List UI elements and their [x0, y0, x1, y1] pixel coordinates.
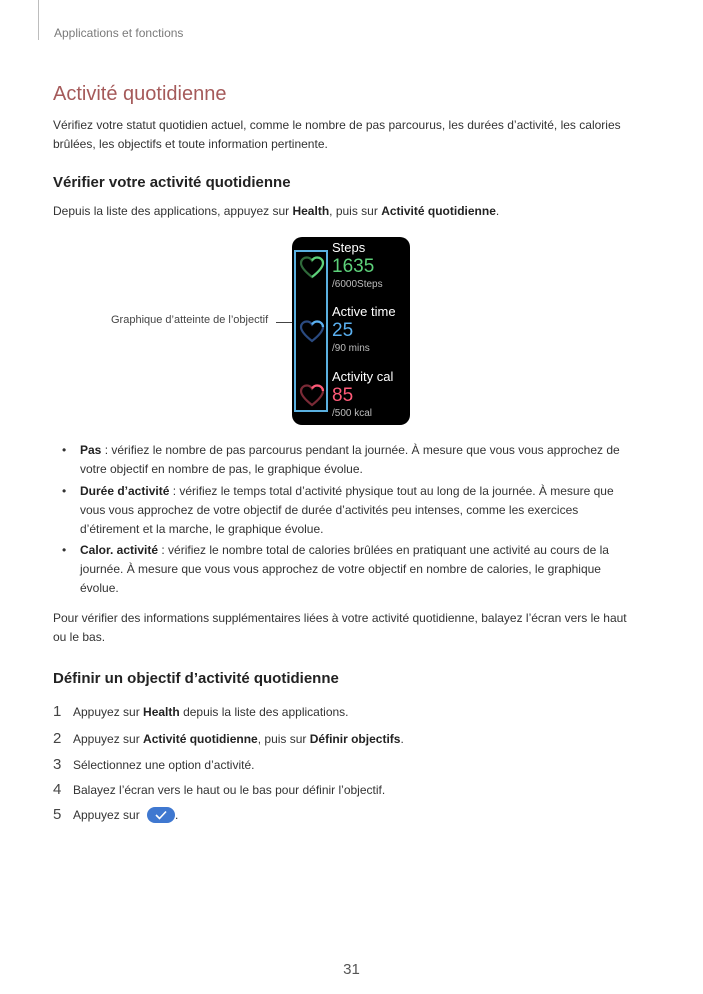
page-number: 31	[343, 961, 360, 978]
bullet-dot: •	[62, 543, 67, 557]
margin-rule	[38, 0, 39, 40]
step-text: , puis sur	[257, 732, 310, 746]
check-icon	[155, 810, 167, 820]
instruction-text: , puis sur	[329, 204, 382, 218]
confirm-check-button	[147, 807, 175, 823]
bullet-term: Pas	[80, 443, 102, 457]
more-info-paragraph: Pour vérifier des informations supplémentaires liées à votre activité quotidienne, balayez l’écran vers le haut ou le bas.	[53, 611, 627, 644]
step-text: Appuyez sur	[73, 705, 144, 719]
step-text: .	[400, 732, 404, 746]
activity-cal-value: 85	[332, 385, 354, 406]
step-text: .	[175, 808, 179, 822]
steps-label: Steps	[332, 240, 366, 255]
step-number: 3	[53, 756, 62, 773]
bullet-text: : vérifiez le nombre de pas parcourus pendant la journée. À mesure que vous vous approchez de votre objectif en nombre de pas, le graphique évolue.	[80, 443, 620, 476]
step-number: 4	[53, 781, 62, 798]
bullet-steps	[80, 441, 640, 479]
step-text: depuis la liste des applications.	[179, 705, 349, 719]
instruction-text: Depuis la liste des applications, appuyez sur	[53, 204, 293, 218]
instruction-text: .	[495, 204, 500, 218]
bullet-text: : vérifiez le temps total d’activité physique tout au long de la journée. À mesure que vous vous approchez de votre objectif de durée d’activités peu intenses, comme les exercices d’étirement et la marche, le graphique évolue.	[80, 484, 614, 536]
step-number: 5	[53, 806, 62, 823]
page-title: Activité quotidienne	[53, 83, 227, 105]
bullet-text: : vérifiez le nombre total de calories brûlées en pratiquant une activité au cours de la journée. À mesure que vous vous approchez de votre objectif en nombre de calories, le graphique évolue.	[80, 543, 609, 595]
bullet-active-time	[80, 482, 640, 539]
section1-instruction	[53, 202, 653, 221]
bullet-term: Calor. activité	[80, 543, 159, 557]
instruction-bold-health: Health	[292, 204, 330, 218]
steps-heart-icon	[299, 255, 325, 281]
intro-paragraph: Vérifiez votre statut quotidien actuel, comme le nombre de pas parcourus, les durées d’activité, les calories brûlées, les objectifs et toute information pertinente.	[53, 118, 621, 151]
step-number: 2	[53, 730, 62, 747]
step-text: Appuyez sur	[73, 732, 144, 746]
watch-screen	[292, 237, 410, 425]
goal-graph-callout: Graphique d’atteinte de l’objectif	[111, 314, 269, 326]
active-time-value: 25	[332, 320, 354, 341]
activity-cal-label: Activity cal	[332, 369, 394, 384]
activity-cal-goal: /500 kcal	[332, 408, 373, 419]
step-5	[53, 806, 178, 824]
step-1	[53, 703, 349, 720]
bullet-term: Durée d’activité	[80, 484, 170, 498]
step-bold: Définir objectifs	[309, 732, 401, 746]
step-text: Appuyez sur	[73, 808, 144, 822]
calories-heart-icon	[299, 383, 325, 409]
step-text: Balayez l’écran vers le haut ou le bas pour définir l’objectif.	[73, 783, 386, 797]
section2-heading: Définir un objectif d’activité quotidienne	[53, 670, 339, 687]
step-4	[53, 781, 385, 798]
step-2	[53, 730, 404, 747]
active-time-heart-icon	[299, 319, 325, 345]
step-3	[53, 756, 254, 773]
steps-value: 1635	[332, 256, 375, 277]
active-time-goal: /90 mins	[332, 343, 370, 354]
step-text: Sélectionnez une option d’activité.	[73, 758, 255, 772]
bullet-dot: •	[62, 443, 67, 457]
bullet-dot: •	[62, 484, 67, 498]
steps-goal: /6000Steps	[332, 279, 383, 290]
step-number: 1	[53, 703, 62, 720]
section-header: Applications et fonctions	[54, 26, 184, 40]
bullet-calories	[80, 541, 640, 598]
step-bold: Activité quotidienne	[143, 732, 258, 746]
instruction-bold-activity: Activité quotidienne	[381, 204, 496, 218]
step-bold: Health	[143, 705, 180, 719]
active-time-label: Active time	[332, 304, 396, 319]
section1-heading: Vérifier votre activité quotidienne	[53, 174, 291, 191]
